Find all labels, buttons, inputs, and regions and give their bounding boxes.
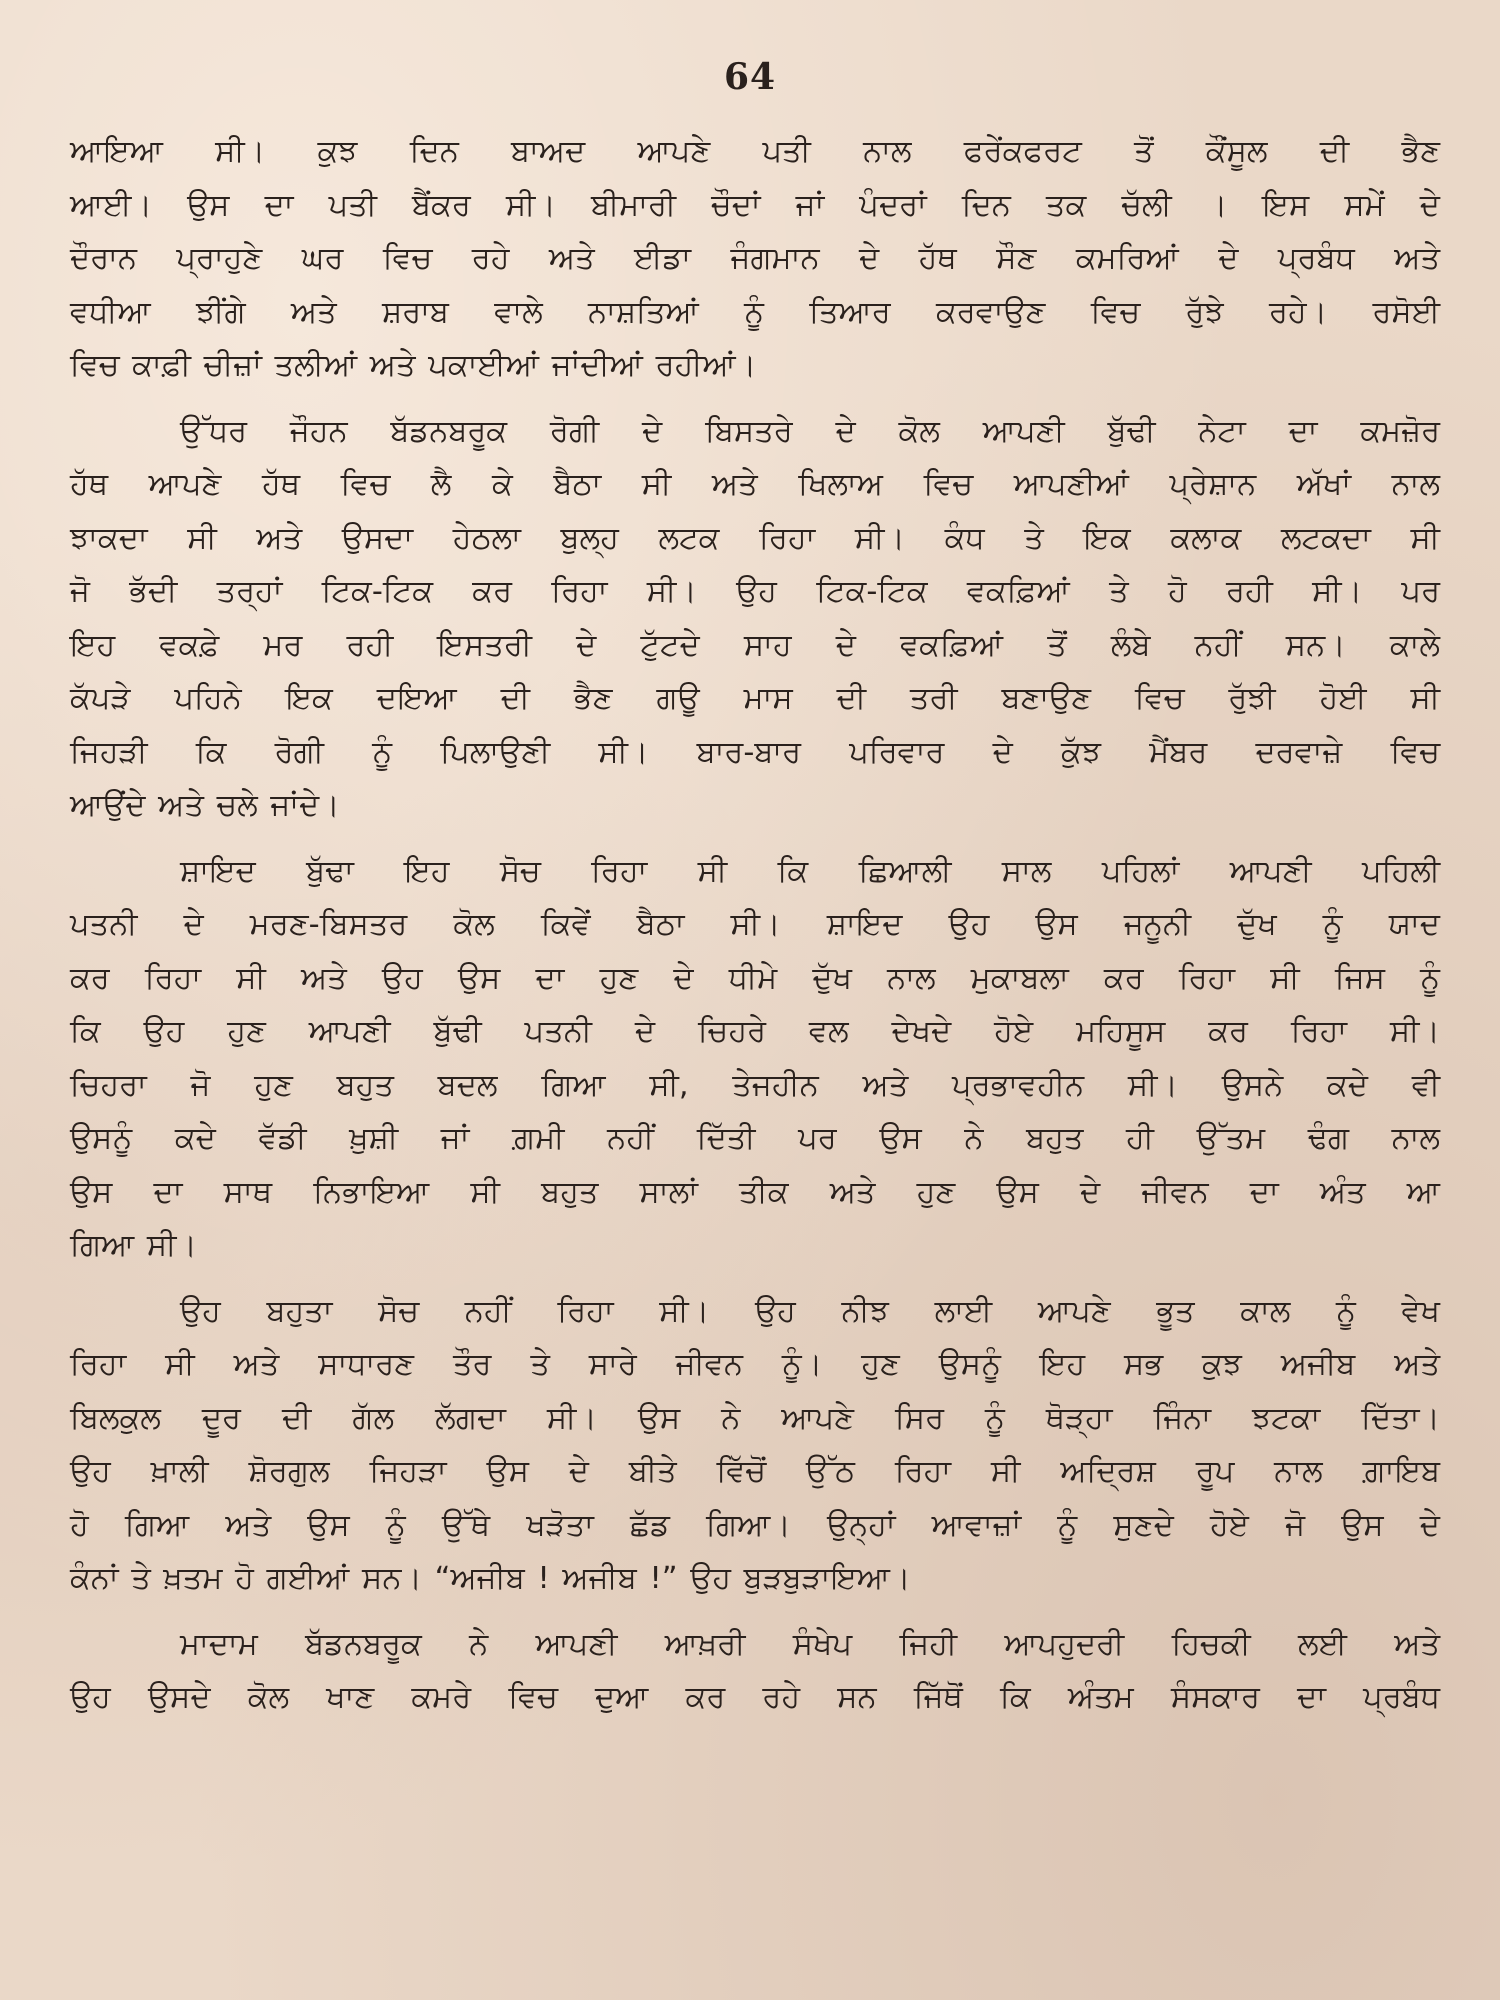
page-text xyxy=(70,125,1440,1725)
text-line: ਆਉਂਦੇ ਅਤੇ ਚਲੇ ਜਾਂਦੇ। xyxy=(70,788,340,823)
text-line: ਗਿਆ ਸੀ। xyxy=(70,1228,197,1263)
paragraph xyxy=(70,1618,1440,1725)
text-line: ਆਈ। ਉਸ ਦਾ ਪਤੀ ਬੈਂਕਰ ਸੀ। ਬੀਮਾਰੀ ਚੌਦਾਂ ਜਾਂ ਪੰਦਰਾਂ ਦਿਨ ਤਕ ਚੱਲੀ । ਇਸ ਸਮੇਂ ਦੇ xyxy=(70,187,1440,223)
text-line: ਉਹ ਬਹੁਤਾ ਸੋਚ ਨਹੀਂ ਰਿਹਾ ਸੀ। ਉਹ ਨੀਝ ਲਾਈ ਆਪਣੇ ਭੂਤ ਕਾਲ ਨੂੰ ਵੇਖ xyxy=(180,1293,1440,1329)
text-line: ਇਹ ਵਕਫ਼ੇ ਮਰ ਰਹੀ ਇਸਤਰੀ ਦੇ ਟੁੱਟਦੇ ਸਾਹ ਦੇ ਵਕਫ਼ਿਆਂ ਤੋਂ ਲੰਬੇ ਨਹੀਂ ਸਨ। ਕਾਲੇ xyxy=(70,627,1440,663)
text-line: ਉੱਧਰ ਜੌਹਨ ਬੱਡਨਬਰੂਕ ਰੋਗੀ ਦੇ ਬਿਸਤਰੇ ਦੇ ਕੋਲ ਆਪਣੀ ਬੁੱਢੀ ਨੇਟਾ ਦਾ ਕਮਜ਼ੋਰ xyxy=(180,413,1440,449)
text-line: ਕਿ ਉਹ ਹੁਣ ਆਪਣੀ ਬੁੱਢੀ ਪਤਨੀ ਦੇ ਚਿਹਰੇ ਵਲ ਦੇਖਦੇ ਹੋਏ ਮਹਿਸੂਸ ਕਰ ਰਿਹਾ ਸੀ। xyxy=(70,1014,1440,1049)
text-line: ਕਰ ਰਿਹਾ ਸੀ ਅਤੇ ਉਹ ਉਸ ਦਾ ਹੁਣ ਦੇ ਧੀਮੇ ਦੁੱਖ ਨਾਲ ਮੁਕਾਬਲਾ ਕਰ ਰਿਹਾ ਸੀ ਜਿਸ ਨੂੰ xyxy=(70,960,1440,996)
text-line: ਜੋ ਭੱਦੀ ਤਰ੍ਹਾਂ ਟਿਕ-ਟਿਕ ਕਰ ਰਿਹਾ ਸੀ। ਉਹ ਟਿਕ-ਟਿਕ ਵਕਫ਼ਿਆਂ ਤੇ ਹੋ ਰਹੀ ਸੀ। ਪਰ xyxy=(70,574,1440,609)
text-line: ਪਤਨੀ ਦੇ ਮਰਣ-ਬਿਸਤਰ ਕੋਲ ਕਿਵੇਂ ਬੈਠਾ ਸੀ। ਸ਼ਾਇਦ ਉਹ ਉਸ ਜਨੂਨੀ ਦੁੱਖ ਨੂੰ ਯਾਦ xyxy=(70,907,1440,942)
page-number: 64 xyxy=(723,56,777,98)
paragraph xyxy=(70,405,1440,833)
text-line: ਦੌਰਾਨ ਪ੍ਰਾਹੁਣੇ ਘਰ ਵਿਚ ਰਹੇ ਅਤੇ ਈਡਾ ਜੰਗਮਾਨ ਦੇ ਹੱਥ ਸੌਣ ਕਮਰਿਆਂ ਦੇ ਪ੍ਰਬੰਧ ਅਤੇ xyxy=(70,241,1440,276)
text-line: ਉਹ ਖ਼ਾਲੀ ਸ਼ੋਰਗੁਲ ਜਿਹੜਾ ਉਸ ਦੇ ਬੀਤੇ ਵਿੱਚੋਂ ਉੱਠ ਰਿਹਾ ਸੀ ਅਦ੍ਰਿਸ਼ ਰੂਪ ਨਾਲ ਗ਼ਾਇਬ xyxy=(70,1454,1440,1489)
text-line: ਵਧੀਆ ਝੀਂਗੇ ਅਤੇ ਸ਼ਰਾਬ ਵਾਲੇ ਨਾਸ਼ਤਿਆਂ ਨੂੰ ਤਿਆਰ ਕਰਵਾਉਣ ਵਿਚ ਰੁੱਝੇ ਰਹੇ। ਰਸੋਈ xyxy=(70,294,1440,330)
text-line: ਉਹ ਉਸਦੇ ਕੋਲ ਖਾਣ ਕਮਰੇ ਵਿਚ ਦੁਆ ਕਰ ਰਹੇ ਸਨ ਜਿੱਥੋਂ ਕਿ ਅੰਤਮ ਸੰਸਕਾਰ ਦਾ ਪ੍ਰਬੰਧ xyxy=(70,1680,1440,1715)
text-line: ਵਿਚ ਕਾਫ਼ੀ ਚੀਜ਼ਾਂ ਤਲੀਆਂ ਅਤੇ ਪਕਾਈਆਂ ਜਾਂਦੀਆਂ ਰਹੀਆਂ। xyxy=(70,348,757,383)
text-line: ਕੰਨਾਂ ਤੇ ਖ਼ਤਮ ਹੋ ਗਈਆਂ ਸਨ। “ਅਜੀਬ ! ਅਜੀਬ !” ਉਹ ਬੁੜਬੁੜਾਇਆ। xyxy=(70,1561,911,1596)
paragraph xyxy=(70,1285,1440,1606)
text-line: ਹੋ ਗਿਆ ਅਤੇ ਉਸ ਨੂੰ ਉੱਥੇ ਖੜੋਤਾ ਛੱਡ ਗਿਆ। ਉਨ੍ਹਾਂ ਆਵਾਜ਼ਾਂ ਨੂੰ ਸੁਣਦੇ ਹੋਏ ਜੋ ਉਸ ਦੇ xyxy=(70,1507,1440,1543)
text-line: ਸ਼ਾਇਦ ਬੁੱਢਾ ਇਹ ਸੋਚ ਰਿਹਾ ਸੀ ਕਿ ਛਿਆਲੀ ਸਾਲ ਪਹਿਲਾਂ ਆਪਣੀ ਪਹਿਲੀ xyxy=(180,853,1440,889)
text-line: ਬਿਲਕੁਲ ਦੂਰ ਦੀ ਗੱਲ ਲੱਗਦਾ ਸੀ। ਉਸ ਨੇ ਆਪਣੇ ਸਿਰ ਨੂੰ ਥੋੜ੍ਹਾ ਜਿੰਨਾ ਝਟਕਾ ਦਿੱਤਾ। xyxy=(70,1400,1440,1436)
text-line: ਚਿਹਰਾ ਜੋ ਹੁਣ ਬਹੁਤ ਬਦਲ ਗਿਆ ਸੀ, ਤੇਜਹੀਨ ਅਤੇ ਪ੍ਰਭਾਵਹੀਨ ਸੀ। ਉਸਨੇ ਕਦੇ ਵੀ xyxy=(70,1067,1440,1103)
text-line: ਜਿਹੜੀ ਕਿ ਰੋਗੀ ਨੂੰ ਪਿਲਾਉਣੀ ਸੀ। ਬਾਰ-ਬਾਰ ਪਰਿਵਾਰ ਦੇ ਕੁੱਝ ਮੈਂਬਰ ਦਰਵਾਜ਼ੇ ਵਿਚ xyxy=(70,734,1440,770)
text-line: ਉਸ ਦਾ ਸਾਥ ਨਿਭਾਇਆ ਸੀ ਬਹੁਤ ਸਾਲਾਂ ਤੀਕ ਅਤੇ ਹੁਣ ਉਸ ਦੇ ਜੀਵਨ ਦਾ ਅੰਤ ਆ xyxy=(70,1174,1440,1210)
text-line: ਰਿਹਾ ਸੀ ਅਤੇ ਸਾਧਾਰਣ ਤੌਰ ਤੇ ਸਾਰੇ ਜੀਵਨ ਨੂੰ। ਹੁਣ ਉਸਨੂੰ ਇਹ ਸਭ ਕੁਝ ਅਜੀਬ ਅਤੇ xyxy=(70,1347,1440,1382)
text-line: ਹੱਥ ਆਪਣੇ ਹੱਥ ਵਿਚ ਲੈ ਕੇ ਬੈਠਾ ਸੀ ਅਤੇ ਖਿਲਾਅ ਵਿਚ ਆਪਣੀਆਂ ਪ੍ਰੇਸ਼ਾਨ ਅੱਖਾਂ ਨਾਲ xyxy=(70,467,1440,502)
text-line: ਉਸਨੂੰ ਕਦੇ ਵੱਡੀ ਖ਼ੁਸ਼ੀ ਜਾਂ ਗ਼ਮੀ ਨਹੀਂ ਦਿੱਤੀ ਪਰ ਉਸ ਨੇ ਬਹੁਤ ਹੀ ਉੱਤਮ ਢੰਗ ਨਾਲ xyxy=(70,1121,1440,1156)
paragraph xyxy=(70,125,1440,393)
paragraph xyxy=(70,845,1440,1273)
text-line: ਆਇਆ ਸੀ। ਕੁਝ ਦਿਨ ਬਾਅਦ ਆਪਣੇ ਪਤੀ ਨਾਲ ਫਰੇਂਕਫਰਟ ਤੋਂ ਕੌਂਸੂਲ ਦੀ ਭੈਣ xyxy=(70,134,1440,169)
text-line: ਝਾਕਦਾ ਸੀ ਅਤੇ ਉਸਦਾ ਹੇਠਲਾ ਬੁਲ੍ਹ ਲਟਕ ਰਿਹਾ ਸੀ। ਕੰਧ ਤੇ ਇਕ ਕਲਾਕ ਲਟਕਦਾ ਸੀ xyxy=(70,520,1440,556)
text-line: ਮਾਦਾਮ ਬੱਡਨਬਰੂਕ ਨੇ ਆਪਣੀ ਆਖ਼ਰੀ ਸੰਖੇਪ ਜਿਹੀ ਆਪਹੁਦਰੀ ਹਿਚਕੀ ਲਈ ਅਤੇ xyxy=(180,1626,1440,1662)
text-line: ਕੱਪੜੇ ਪਹਿਨੇ ਇਕ ਦਇਆ ਦੀ ਭੈਣ ਗਊ ਮਾਸ ਦੀ ਤਰੀ ਬਣਾਉਣ ਵਿਚ ਰੁੱਝੀ ਹੋਈ ਸੀ xyxy=(70,681,1440,716)
